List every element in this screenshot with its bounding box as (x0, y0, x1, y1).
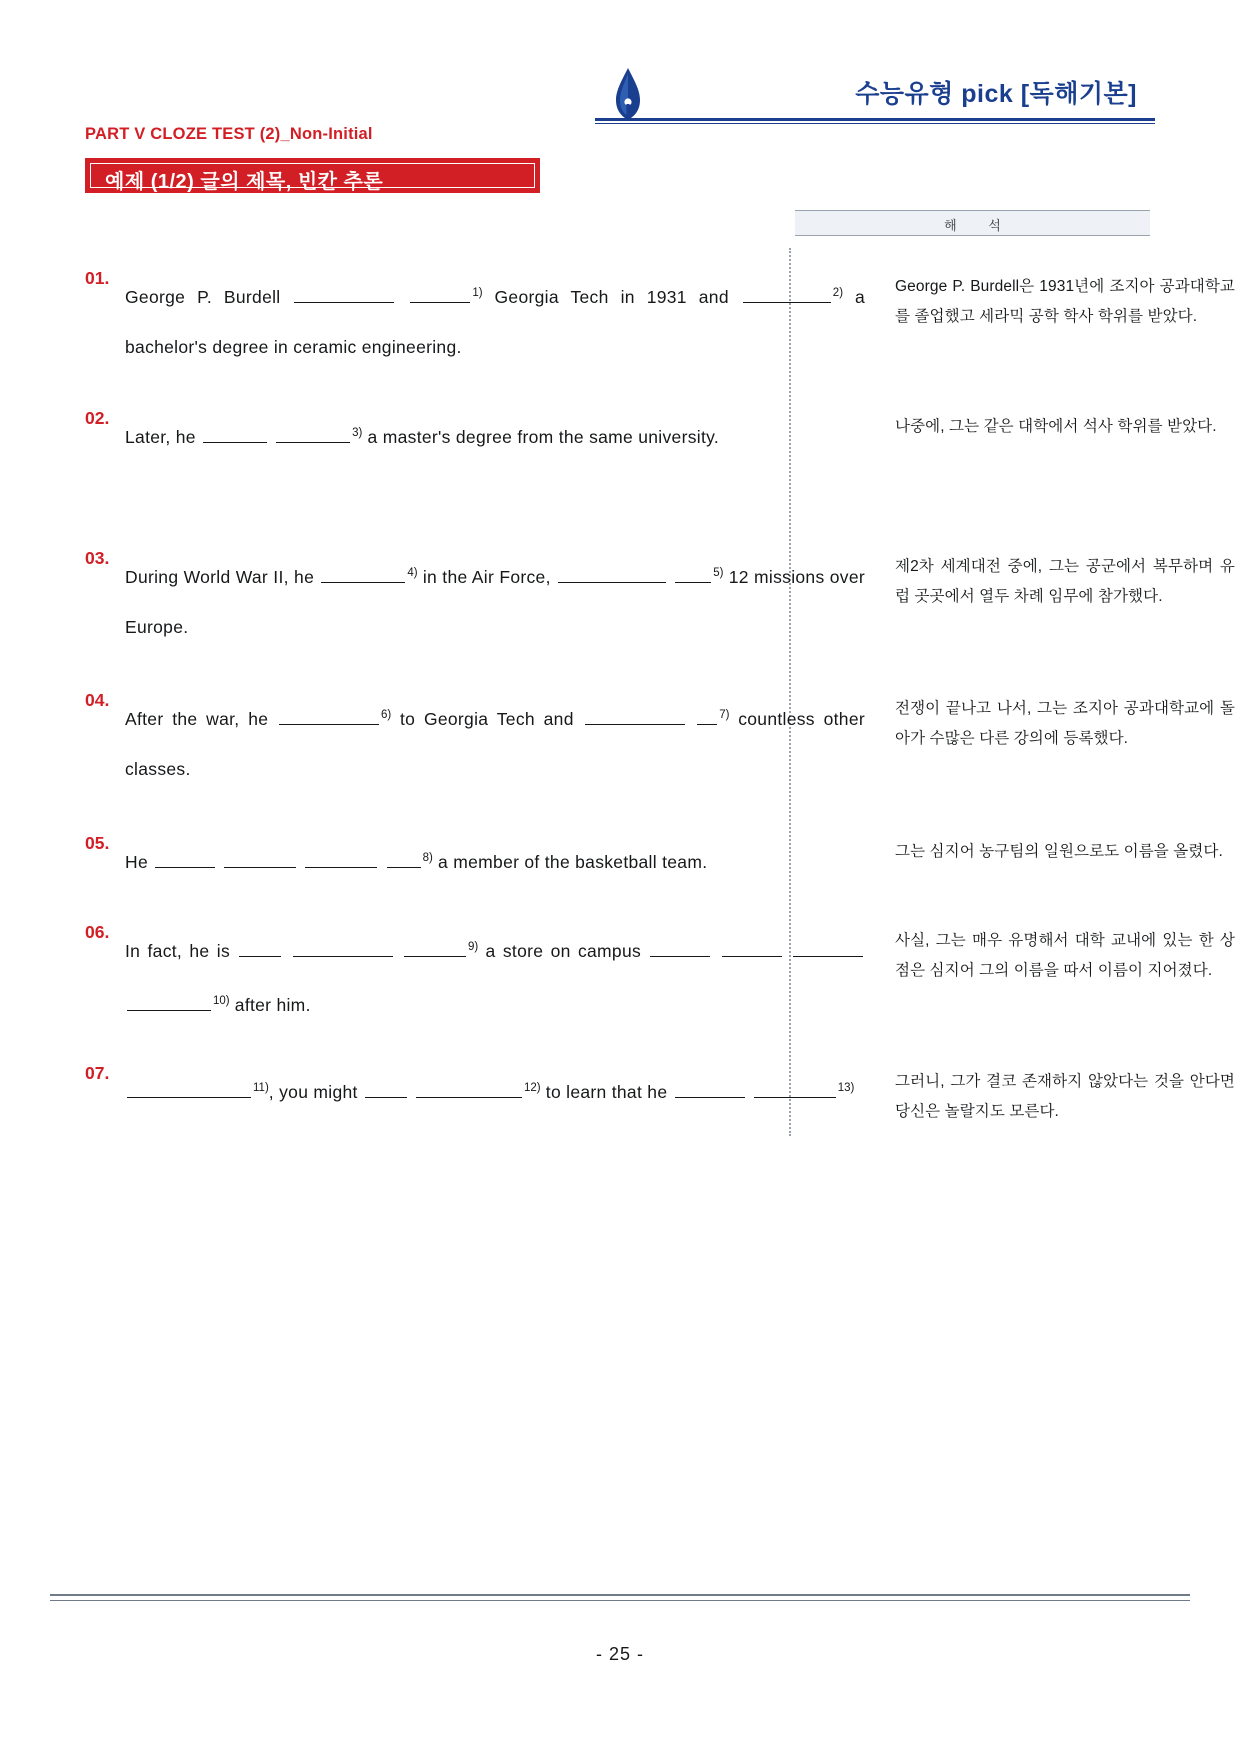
brand-title: 수능유형 pick [독해기본] (855, 80, 1137, 108)
item-number: 02. (85, 408, 110, 428)
item-english: He $^{8)}$ a member of the basketball team. (125, 833, 865, 887)
item-english: $^{11)}$, you might $^{12)}$ to learn that he $^{13)}$ (125, 1063, 865, 1117)
item-english: In fact, he is $^{9)}$ a store on campus $^{10)}$ after him. (125, 922, 865, 1030)
header-rule-thick (595, 118, 1155, 121)
footer-rule-thin (50, 1600, 1190, 1601)
item-english: Later, he $^{3)}$ a master's degree from the same university. (125, 408, 865, 462)
item-number: 07. (85, 1063, 110, 1083)
item-korean: 전쟁이 끝나고 나서, 그는 조지아 공과대학교에 돌아가 수많은 다른 강의에 등록했다. (895, 700, 1235, 747)
item-korean: 사실, 그는 매우 유명해서 대학 교내에 있는 한 상점은 심지어 그의 이름을 따서 이름이 지어졌다. (895, 932, 1235, 979)
part-label: PART V CLOZE TEST (2)_Non-Initial (85, 125, 373, 143)
page-header (595, 68, 1155, 130)
item-english: George P. Burdell $^{1)}$ Georgia Tech in 1931 and $^{2)}$ a bachelor's degree in ceramic engineering. (125, 268, 865, 372)
translation-column-header (795, 210, 1150, 236)
item-korean: 제2차 세계대전 중에, 그는 공군에서 복무하며 유럽 곳곳에서 열두 차례 임무에 참가했다. (895, 558, 1235, 605)
item-korean: George P. Burdell은 1931년에 조지아 공과대학교를 졸업했고 세라믹 공학 학사 학위를 받았다. (895, 278, 1235, 325)
item-number: 04. (85, 690, 110, 710)
item-korean: 그는 심지어 농구팀의 일원으로도 이름을 올렸다. (895, 843, 1223, 860)
item-number: 06. (85, 922, 110, 942)
page-number: - 25 - (595, 1644, 644, 1664)
item-english: After the war, he $^{6)}$ to Georgia Tech and $^{7)}$ countless other classes. (125, 690, 865, 794)
footer-rule-thick (50, 1594, 1190, 1596)
item-english: During World War II, he $^{4)}$ in the Air Force, $^{5)}$ 12 missions over Europe. (125, 548, 865, 652)
item-korean: 나중에, 그는 같은 대학에서 석사 학위를 받았다. (895, 418, 1217, 435)
item-number: 01. (85, 268, 110, 288)
item-number: 03. (85, 548, 110, 568)
page-title: 예제 (1/2) 글의 제목, 빈칸 추론 (105, 171, 384, 193)
translation-column-header-label: 해 석 (944, 218, 1015, 233)
item-korean: 그러니, 그가 결코 존재하지 않았다는 것을 안다면 당신은 놀랄지도 모른다. (895, 1073, 1235, 1120)
section-title-bar (85, 158, 540, 193)
header-rule-thin (595, 123, 1155, 124)
item-number: 05. (85, 833, 110, 853)
